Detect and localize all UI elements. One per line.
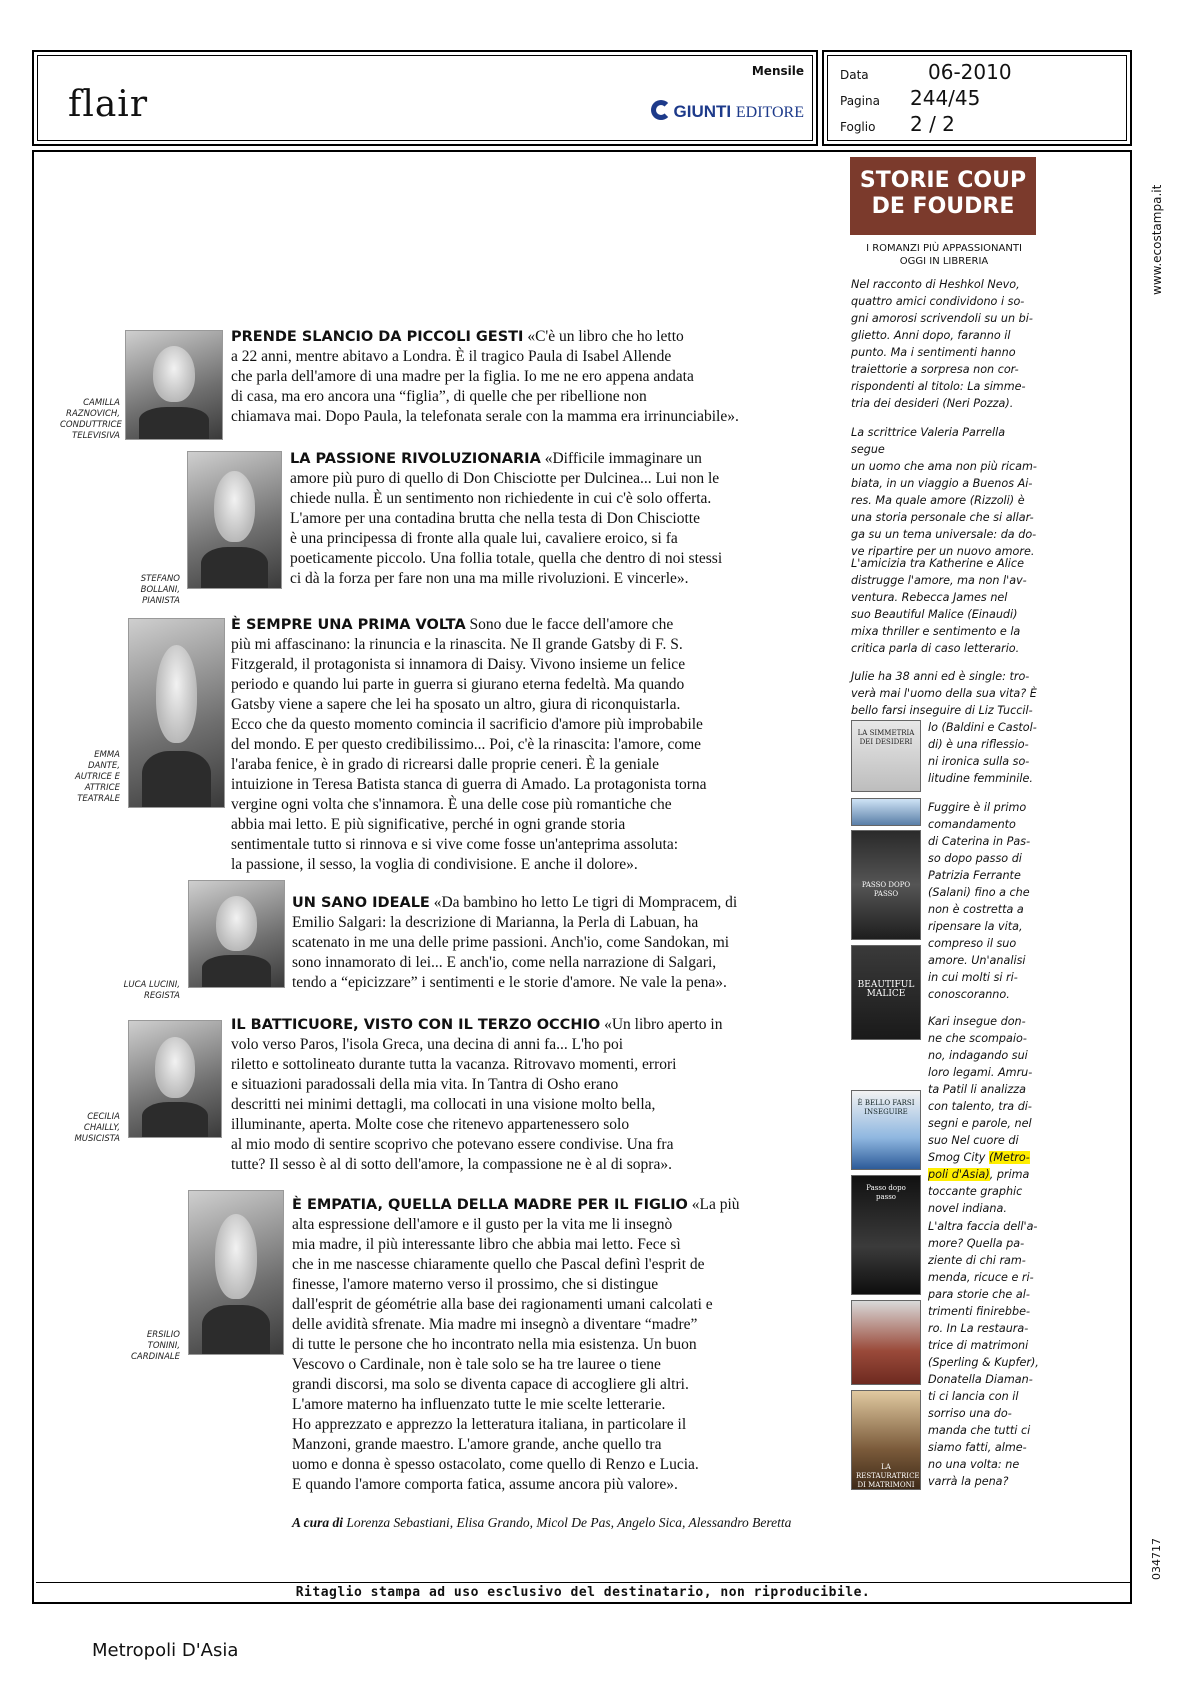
portrait-photo	[125, 330, 223, 440]
publisher-g-icon	[651, 100, 671, 120]
sidebar-review: Nel racconto di Heshkol Nevo, quattro amici condividono i so- gni amorosi scrivendoli su un bi- glietto. Anni dopo, faranno il punto. Ma i sentimenti hanno traiettorie a sorpresa non cor- rispondenti al titolo: La simme- tria dei desideri (Neri Pozza).	[851, 278, 1033, 410]
side-code: 034717	[1150, 1538, 1163, 1580]
publisher-logo: GIUNTI EDITORE	[651, 100, 804, 122]
highlighted-text: poli d'Asia)	[928, 1168, 990, 1181]
photo-caption: CAMILLA RAZNOVICH, CONDUTTRICE TELEVISIVA	[60, 398, 122, 441]
meta-date: Data 06-2010	[840, 60, 1012, 84]
photo-caption: EMMA DANTE, AUTRICE E ATTRICE TEATRALE	[74, 750, 120, 804]
portrait-photo	[188, 880, 285, 988]
article-interview: È SEMPRE UNA PRIMA VOLTA Sono due le facce dell'amore che più mi affascinano: la rinuncia e la rinascita. Ne Il grande Gatsby di F. S. Fitzgerald, il protagonista si innamora di Daisy. Vivono insieme un felice periodo e quando lui parte in guerra si giurano eterna fedeltà. Ma quando Gatsby viene a sapere che lei ha sposato un altro, giura di riconquistarla. Ecco che da questo momento comincia il sacrificio d'amore più improbabile del mondo. E per questo credibilissimo... Poi, c'è la rinascita: l'amore, come l'araba fenice, è in grado di ricrearsi dalle proprie ceneri. È la geniale intuizione in Teresa Batista stanca di guerra di Amado. La protagonista torna vergine ogni volta che s'innamora. È una delle cose più romantiche che abbia mai letto. E più significative, perché in ogni grande storia sentimentale tutto si rinnova e si vive come fosse un'anteprima assoluta: la passione, il sesso, la voglia di condivisione. E anche il dolore».	[231, 616, 707, 873]
photo-caption: STEFANO BOLLANI, PIANISTA	[140, 574, 180, 606]
clipping-notice: Ritaglio stampa ad uso esclusivo del destinatario, non riproducibile.	[36, 1582, 1130, 1602]
header-masthead	[32, 50, 818, 146]
article-interview: LA PASSIONE RIVOLUZIONARIA «Difficile immaginare un amore più puro di quello di Don Chisciotte per Dulcinea... Lui non le chiede nulla. È un sentimento non richiedente in cui c'è solo offerta. L'amore per una contadina brutta che nella testa di Don Chisciotte è una principessa di fronte alla quale lui, cavaliere eroico, si fa poeticamente piccolo. Una follia totale, quella che dentro di noi stessi ci dà la forza per fare non una ma mille rivoluzioni. E vincerle».	[290, 450, 723, 587]
page-footer: Metropoli D'Asia	[92, 1640, 239, 1661]
article-interview: È EMPATIA, QUELLA DELLA MADRE PER IL FIGLIO «La più alta espressione dell'amore e il gusto per la vita me li insegnò mia madre, il più interessante libro che abbia mai letto. Fece sì che in me nascesse chiaramente quello che Pascal definì l'esprit de finesse, l'amore materno verso il prossimo, che si distingue dall'esprit de géométrie alla base dei ragionamenti umani calcolati e delle avidità sfrenate. Mia madre mi insegnò a diventare “madre” di tutte le persone che ho incontrato nella mia esistenza. Un buon Vescovo o Cardinale, non è tale solo se ha tre lauree o tiene grandi discorsi, ma solo se diventa capace di accogliere gli altri. L'amore materno ha influenzato tutte le mie scelte letterarie. Ho apprezzato e apprezzo la letteratura italiana, in particolare il Manzoni, grande maestro. L'amore grande, anche quello tra uomo e donna è spesso ostacolato, come quello di Renzo e Lucia. E quando l'amore comporta fatica, assume ancora più valore».	[292, 1196, 740, 1493]
book-cover	[851, 798, 921, 826]
article-headline: È EMPATIA, QUELLA DELLA MADRE PER IL FIGLIO	[292, 1197, 688, 1213]
meta-sheet: Foglio 2 / 2	[840, 112, 955, 136]
portrait-photo	[187, 451, 282, 589]
article-headline: UN SANO IDEALE	[292, 895, 430, 911]
article-headline: PRENDE SLANCIO DA PICCOLI GESTI	[231, 329, 524, 345]
article-interview: UN SANO IDEALE «Da bambino ho letto Le tigri di Mompracem, di Emilio Salgari: la descrizione di Marianna, la Perla di Labuan, ha scatenato in me una delle prime passioni. Anch'io, come Sandokan, mi sono innamorato di lei... E anch'io, come nella narrazione di Salgari, tendo a “epicizzare” i sentimenti e le storie d'amore. Ne vale la pena».	[292, 894, 738, 991]
frequency-label: Mensile	[751, 64, 804, 78]
photo-caption: LUCA LUCINI, REGISTA	[123, 980, 180, 1001]
sidebar-review: L'altra faccia dell'a- more? Quella pa- ziente di chi ram- menda, ricuce e ri- para storie che al- trimenti finirebbe- ro. In La restaura- trice di matrimoni (Sperling & Kupfer), Donatella Diaman- ti ci lancia con il sorriso una do- manda che tutti ci siamo fatti, alme- no una volta: ne varrà la pena?	[928, 1220, 1039, 1488]
portrait-photo	[128, 1020, 222, 1138]
portrait-photo	[128, 618, 225, 808]
book-cover: BEAUTIFUL MALICE	[851, 945, 921, 1040]
header-meta-box	[822, 50, 1132, 146]
sidebar-title: STORIE COUP DE FOUDRE	[850, 157, 1036, 235]
sidebar-review: La scrittrice Valeria Parrella segue un uomo che ama non più ricam- biata, in un viaggio a Buenos Ai- res. Ma quale amore (Rizzoli) è una storia personale che si allar- ga su un tema universale: da do- ve ripartire per un nuovo amore.	[851, 426, 1037, 558]
magazine-title: flair	[68, 84, 149, 125]
sidebar-review: L'amicizia tra Katherine e Alice distrugge l'amore, ma non l'av- ventura. Rebecca James nel suo Beautiful Malice (Einaudi) mixa thriller e sentimento e la critica parla di caso letterario.	[851, 557, 1027, 655]
article-credits: A cura di Lorenza Sebastiani, Elisa Grando, Micol De Pas, Angelo Sica, Alessandro Beretta	[292, 1515, 792, 1530]
portrait-photo	[188, 1190, 284, 1355]
article-headline: IL BATTICUORE, VISTO CON IL TERZO OCCHIO	[231, 1017, 601, 1033]
book-cover	[851, 1300, 921, 1385]
sidebar-review: Fuggire è il primo comandamento di Caterina in Pas- so dopo passo di Patrizia Ferrante (Salani) fino a che non è costretta a ripensare la vita, compreso il suo amore. Un'analisi in cui molti si ri- conoscoranno.	[928, 801, 1031, 1001]
book-cover: LA RESTAURATRICE DI MATRIMONI	[851, 1390, 921, 1490]
book-cover: È BELLO FARSI INSEGUIRE	[851, 1090, 921, 1170]
photo-caption: CECILIA CHAILLY, MUSICISTA	[74, 1112, 120, 1144]
sidebar-review: Julie ha 38 anni ed è single: tro- verà mai l'uomo della sua vita? È bello farsi inseguire di Liz Tuccil-	[851, 670, 1037, 717]
article-headline: È SEMPRE UNA PRIMA VOLTA	[231, 617, 466, 633]
book-cover: Passo dopo passo	[851, 1175, 921, 1295]
article-interview: IL BATTICUORE, VISTO CON IL TERZO OCCHIO «Un libro aperto in volo verso Paros, l'isola Greca, una decina di anni fa... L'ho poi riletto e sottolineato durante tutta la vacanza. Ritrovavo momenti, errori e situazioni paradossali della mia vita. In Tantra di Osho erano descritti nei minimi dettagli, ma collocati in una visione molto bella, illuminante, aperta. Molte cose che ritenevo appartenessero solo al mio modo di sentire scoprivo che potevano essere condivise. Una fra tutte? Il sesso è al di sotto dell'amore, la compassione ne è al di sopra».	[231, 1016, 723, 1173]
sidebar-review: Kari insegue don- ne che scompaio- no, indagando sui loro legami. Amru- ta Patil li analizza con talento, tra di- segni e parole, nel suo Nel cuore di Smog City (Metro- poli d'Asia), prima toccante graphic novel indiana.	[928, 1015, 1033, 1215]
book-cover: LA SIMMETRIA DEI DESIDERI	[851, 720, 921, 792]
photo-caption: ERSILIO TONINI, CARDINALE	[131, 1330, 180, 1362]
highlighted-text: (Metro-	[989, 1151, 1030, 1164]
article-headline: LA PASSIONE RIVOLUZIONARIA	[290, 451, 541, 467]
side-url: www.ecostampa.it	[1150, 184, 1164, 295]
meta-page: Pagina 244/45	[840, 86, 981, 110]
book-cover: PASSO DOPO PASSO	[851, 830, 921, 940]
sidebar-review: lo (Baldini e Castol- di) è una riflessio- ni ironica sulla so- litudine femminile.	[928, 721, 1037, 785]
article-interview: PRENDE SLANCIO DA PICCOLI GESTI «C'è un libro che ho letto a 22 anni, mentre abitavo a Londra. È il tragico Paula di Isabel Allende che parla dell'amore di una madre per la figlia. Io me ne ero appena andata di casa, ma ero ancora una “figlia”, di quelle che per ribellione non chiamava mai. Dopo Paula, la telefonata serale con la mamma era irrinunciabile».	[231, 328, 739, 425]
sidebar-subtitle: I ROMANZI PIÙ APPASSIONANTI OGGI IN LIBRERIA	[866, 243, 1022, 267]
